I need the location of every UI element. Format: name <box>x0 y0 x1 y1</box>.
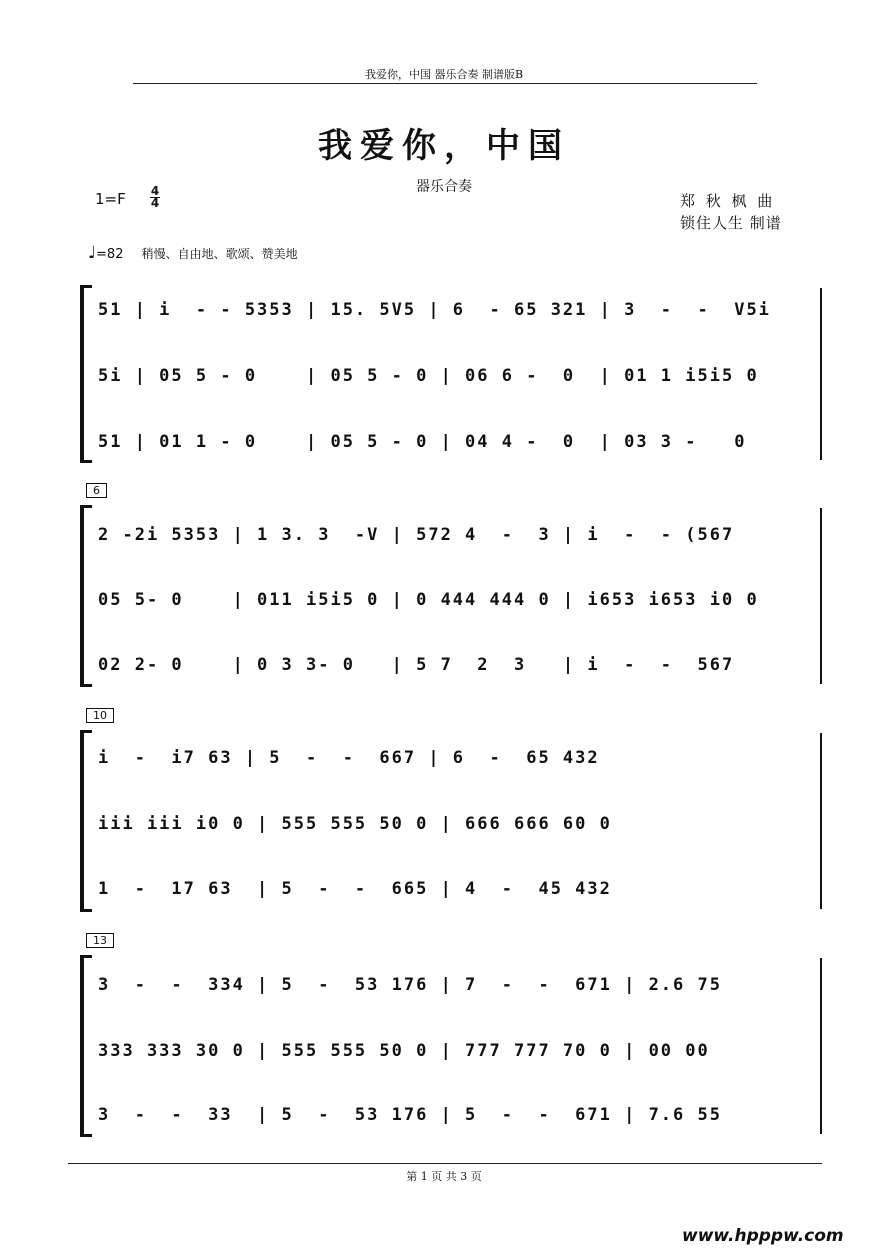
time-signature-top: 4 <box>150 184 160 198</box>
page-title: 我爱你，中国 <box>318 126 570 166</box>
running-header: 我爱你，中国 器乐合奏 制谱版B <box>364 68 524 81</box>
staff-row-melody: 51 | i - - 5353 | 15. 5V5 | 6 - 65 321 | 3 - - V5i <box>98 300 771 320</box>
barline <box>820 508 822 684</box>
key-signature: 1=F <box>95 190 126 208</box>
staff-row-bass: 02 2- 0 | 0 3 3- 0 | 5 7 2 3 | i - - 567 <box>98 655 735 675</box>
system-bracket <box>80 730 84 912</box>
barline <box>820 733 822 909</box>
quarter-note-icon: ♩ <box>88 243 97 263</box>
system-bracket <box>80 955 84 1137</box>
staff-row-harmony: 5i | 05 5 - 0 | 05 5 - 0 | 06 6 - 0 | 01 1 i5i5 0 <box>98 366 759 386</box>
time-signature-bottom: 4 <box>150 196 160 210</box>
staff-row-bass: 51 | 01 1 - 0 | 05 5 - 0 | 04 4 - 0 | 03 3 - 0 <box>98 432 747 452</box>
staff-row-bass: 1 - 17 63 | 5 - - 665 | 4 - 45 432 <box>98 879 612 899</box>
tempo-value: =82 <box>96 247 124 262</box>
composer-credit: 郑 秋 枫 曲 <box>680 192 776 210</box>
bracket-cap <box>80 505 92 508</box>
page-subtitle: 器乐合奏 <box>416 179 472 195</box>
system-bracket <box>80 505 84 687</box>
bracket-cap <box>80 684 92 687</box>
footer-divider <box>68 1163 822 1164</box>
staff-row-harmony: 05 5- 0 | 011 i5i5 0 | 0 444 444 0 | i653 i653 i0 0 <box>98 590 759 610</box>
measure-number: 13 <box>86 933 114 948</box>
expression-text: 稍慢、自由地、歌颂、赞美地 <box>141 247 298 261</box>
bracket-cap <box>80 730 92 733</box>
system-bracket <box>80 285 84 463</box>
barline <box>820 958 822 1134</box>
bracket-cap <box>80 460 92 463</box>
staff-row-melody: 2 -2i 5353 | 1 3. 3 -V | 572 4 - 3 | i - - (567 <box>98 525 735 545</box>
staff-row-harmony: iii iii i0 0 | 555 555 50 0 | 666 666 60 0 <box>98 814 612 834</box>
time-signature <box>150 186 160 209</box>
measure-number: 6 <box>86 483 107 498</box>
staff-row-harmony: 333 333 30 0 | 555 555 50 0 | 777 777 70 0 | 00 00 <box>98 1041 710 1061</box>
bracket-cap <box>80 909 92 912</box>
page-number: 第 1 页 共 3 页 <box>406 1170 482 1183</box>
arranger-credit: 锁住人生 制谱 <box>680 214 782 232</box>
bracket-cap <box>80 955 92 958</box>
header-divider <box>133 83 757 84</box>
bracket-cap <box>80 1134 92 1137</box>
measure-number: 10 <box>86 708 114 723</box>
tempo-marking <box>88 243 298 263</box>
staff-row-melody: 3 - - 334 | 5 - 53 176 | 7 - - 671 | 2.6 75 <box>98 975 722 995</box>
staff-row-melody: i - i7 63 | 5 - - 667 | 6 - 65 432 <box>98 748 600 768</box>
barline <box>820 288 822 460</box>
site-watermark: www.hpppw.com <box>682 1226 844 1246</box>
bracket-cap <box>80 285 92 288</box>
staff-row-bass: 3 - - 33 | 5 - 53 176 | 5 - - 671 | 7.6 55 <box>98 1105 722 1125</box>
